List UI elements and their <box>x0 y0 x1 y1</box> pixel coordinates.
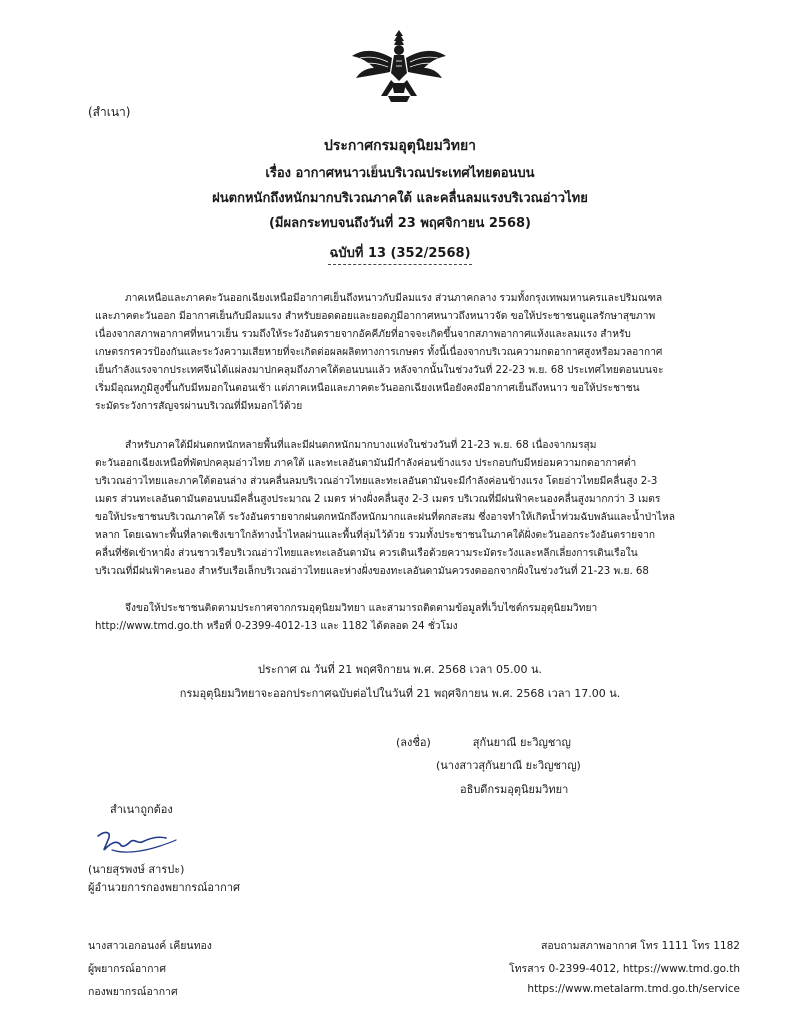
body-line: ภาคเหนือและภาคตะวันออกเฉียงเหนือมีอากาศเย็นถึงหนาวกับมีลมแรง ส่วนภาคกลาง รวมทั้งกรุงเทพมหานครและปริมณฑล <box>125 293 663 304</box>
issue-number: ฉบับที่ 13 (352/2568) <box>329 246 471 261</box>
body-line: หลาก โดยเฉพาะพื้นที่ลาดเชิงเขาใกล้ทางน้ำไหลผ่านและพื้นที่ลุ่มไว้ด้วย รวมทั้งประชาชนในภาคใต้ฝั่งตะวันออกระวังอันตรายจาก <box>95 530 655 541</box>
body-line: ขอให้ประชาชนบริเวณภาคใต้ ระวังอันตรายจากฝนตกหนักถึงหนักมากและฝนที่ตกสะสม ซึ่งอาจทำให้เกิดน้ำท่วมฉับพลันและน้ำป่าไหล <box>95 512 675 523</box>
certified-label: สำเนาถูกต้อง <box>110 803 173 816</box>
copy-label: (สำเนา) <box>88 105 131 119</box>
footer-forecaster-role: ผู้พยากรณ์อากาศ <box>88 963 166 975</box>
signed-label: (ลงชื่อ) <box>396 736 431 749</box>
certifier-position: ผู้อำนวยการกองพยากรณ์อากาศ <box>88 881 241 894</box>
footer-fax-website[interactable]: โทรสาร 0-2399-4012, https://www.tmd.go.th <box>509 963 740 975</box>
footer-contact-phone: สอบถามสภาพอากาศ โทร 1111 โทร 1182 <box>540 940 740 952</box>
announce-date: ประกาศ ณ วันที่ 21 พฤศจิกายน พ.ศ. 2568 เวลา 05.00 น. <box>258 663 542 676</box>
body-line: ตะวันออกเฉียงเหนือที่พัดปกคลุมอ่าวไทย ภาคใต้ และทะเลอันดามันมีกำลังค่อนข้างแรง ประกอบกับมีหย่อมความกดอากาศต่ำ <box>95 458 637 469</box>
subject-line-1: เรื่อง อากาศหนาวเย็นบริเวณประเทศไทยตอนบน <box>265 166 535 181</box>
garuda-emblem-icon <box>348 28 450 104</box>
page-title: ประกาศกรมอุตุนิยมวิทยา <box>323 138 477 154</box>
footer-service-link[interactable]: https://www.metalarm.tmd.go.th/service <box>527 983 740 995</box>
handwritten-signature-icon <box>92 826 178 860</box>
footer-division: กองพยากรณ์อากาศ <box>88 986 178 998</box>
signed-name: สุกันยาณี ยะวิญชาญ <box>472 736 571 749</box>
body-line: สำหรับภาคใต้มีฝนตกหนักหลายพื้นที่และมีฝนตกหนักมากบางแห่งในช่วงวันที่ 21-23 พ.ย. 68 เนื่องจากมรสุม <box>125 440 597 451</box>
certifier-name: (นายสุรพงษ์ สารปะ) <box>88 863 185 876</box>
body-line: http://www.tmd.go.th หรือที่ 0-2399-4012-13 และ 1182 ได้ตลอด 24 ชั่วโมง <box>95 621 458 632</box>
signer-full-name: (นางสาวสุกันยาณี ยะวิญชาญ) <box>436 759 581 772</box>
body-line: ระมัดระวังการสัญจรผ่านบริเวณที่มีหมอกไว้ด้วย <box>95 401 303 412</box>
paragraph-1 <box>95 290 720 416</box>
paragraph-2 <box>95 437 720 581</box>
signer-position: อธิบดีกรมอุตุนิยมวิทยา <box>460 783 569 796</box>
body-line: บริเวณที่มีฝนฟ้าคะนอง สำหรับเรือเล็กบริเวณอ่าวไทยและห่างฝั่งของทะเลอันดามันควรงดออกจากฝั่งในช่วงวันที่ 21-23 พ.ย. 68 <box>95 566 649 577</box>
body-line: บริเวณอ่าวไทยและภาคใต้ตอนล่าง ส่วนคลื่นลมบริเวณอ่าวไทยและทะเลอันดามันจะมีกำลังค่อนข้างแรง โดยอ่าวไทยมีคลื่นสูง 2-3 <box>95 476 658 487</box>
body-line: เกษตรกรควรป้องกันและระวังความเสียหายที่จะเกิดต่อผลผลิตทางการเกษตร ทั้งนี้เนื่องจากบริเวณความกดอากาศสูงหรือมวลอากาศ <box>95 347 663 358</box>
divider <box>328 264 472 265</box>
body-line: เย็นกำลังแรงจากประเทศจีนได้แผ่ลงมาปกคลุมถึงภาคใต้ตอนบนแล้ว หลังจากนั้นในช่วงวันที่ 22-23 พ.ย. 68 ประเทศไทยตอนบนจะ <box>95 365 664 376</box>
effective-date: (มีผลกระทบจนถึงวันที่ 23 พฤศจิกายน 2568) <box>268 216 531 231</box>
body-line: เมตร ส่วนทะเลอันดามันตอนบนมีคลื่นสูงประมาณ 2 เมตร ห่างฝั่งคลื่นสูง 2-3 เมตร บริเวณที่มีฝนฟ้าคะนองคลื่นสูงมากกว่า 3 เมตร <box>95 494 661 505</box>
body-line: เริ่มมีอุณหภูมิสูงขึ้นกับมีหมอกในตอนเช้า แต่ภาคเหนือและภาคตะวันออกเฉียงเหนือยังคงมีอากาศเย็นถึงหนาว ขอให้ประชาชน <box>95 383 640 394</box>
subject-line-2: ฝนตกหนักถึงหนักมากบริเวณภาคใต้ และคลื่นลมแรงบริเวณอ่าวไทย <box>212 191 588 206</box>
body-line: คลื่นที่ซัดเข้าหาฝั่ง ส่วนชาวเรือบริเวณอ่าวไทยและทะเลอันดามัน ควรเดินเรือด้วยความระมัดระวังและหลีกเลี่ยงการเดินเรือใน <box>95 548 638 559</box>
body-line: จึงขอให้ประชาชนติดตามประกาศจากกรมอุตุนิยมวิทยา และสามารถติดตามข้อมูลที่เว็บไซต์กรมอุตุนิยมวิทยา <box>125 603 598 614</box>
body-line: เนื่องจากสภาพอากาศที่หนาวเย็น รวมถึงให้ระวังอันตรายจากอัคคีภัยที่อาจจะเกิดขึ้นจากสภาพอากาศแห้งและลมแรง สำหรับ <box>95 329 631 340</box>
paragraph-3 <box>95 600 720 636</box>
signature-line <box>396 733 571 751</box>
footer-forecaster-name: นางสาวเอกอนงค์ เคียนทอง <box>88 940 212 952</box>
body-line: และภาคตะวันออก มีอากาศเย็นกับมีลมแรง สำหรับยอดดอยและยอดภูมีอากาศหนาวถึงหนาวจัด ขอให้ประชาชนดูแลรักษาสุขภาพ <box>95 311 656 322</box>
next-issue-note: กรมอุตุนิยมวิทยาจะออกประกาศฉบับต่อไปในวันที่ 21 พฤศจิกายน พ.ศ. 2568 เวลา 17.00 น. <box>179 687 621 700</box>
